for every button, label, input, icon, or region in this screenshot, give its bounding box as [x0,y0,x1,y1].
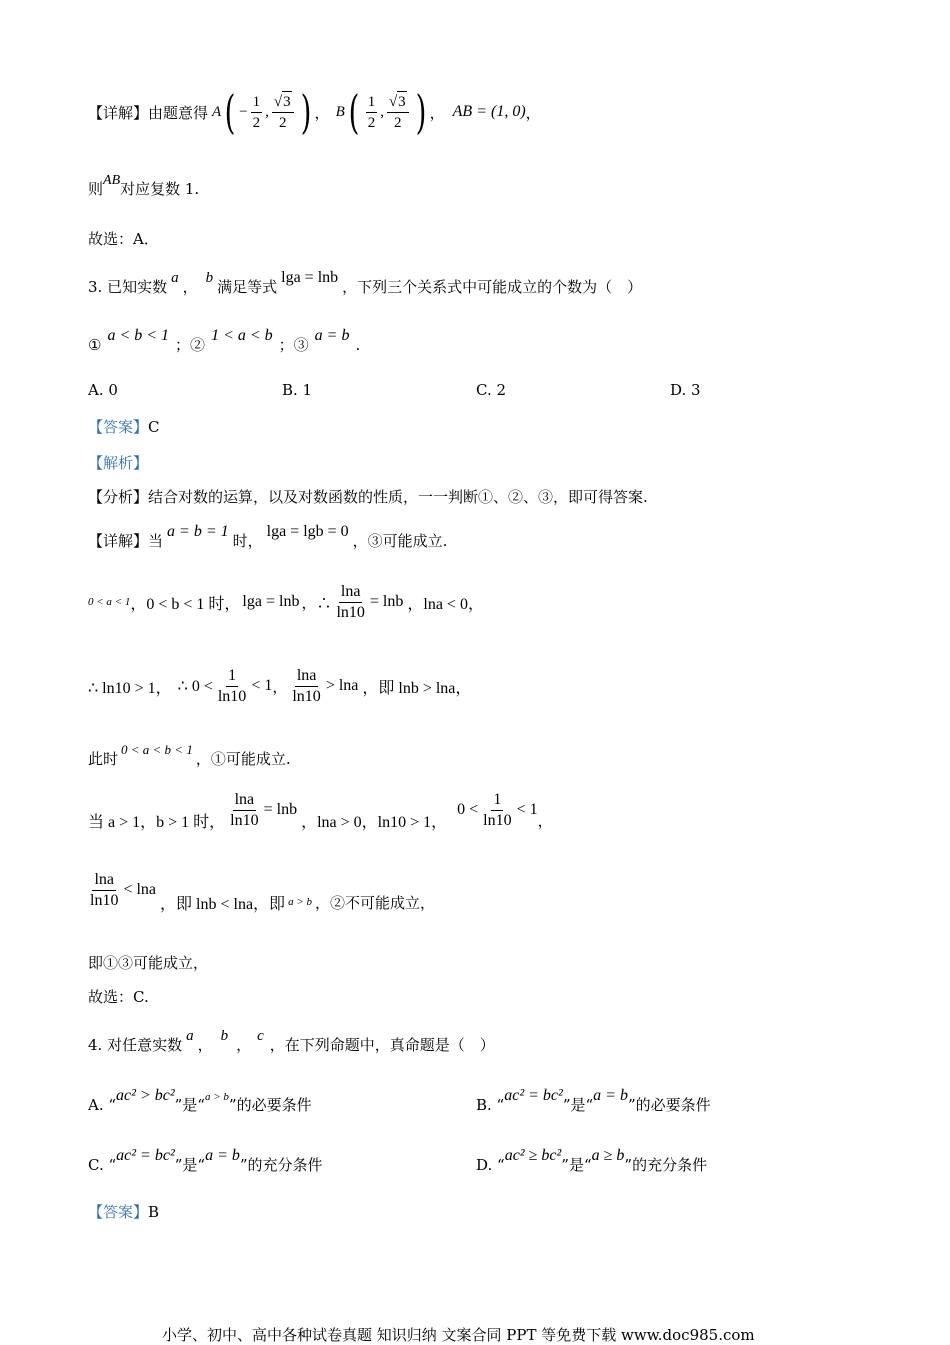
frac-lna-ln10 [334,582,366,623]
text: ”是“ [174,1096,205,1114]
question-number: 4. 对任意实数 [88,1036,183,1054]
answer-value: B [148,1203,160,1221]
sqrt-radicand: 3 [397,91,407,112]
frac-den: ln10 [292,687,321,705]
frac-den: 2 [367,114,376,131]
point-b: B [335,103,345,120]
sep: ， [525,103,541,122]
frac-num: 1 [251,92,263,113]
paren-left: ( [224,85,236,139]
statement: ∴ 0 < [177,678,213,695]
statement: 0 < [457,801,479,818]
expr: ac² = bc² [504,1087,563,1104]
text: 满足等式 [217,278,278,296]
text: ，下列三个关系式中可能成立的个数为（ ） [342,278,643,296]
condition-small: a > b [288,896,312,908]
statement: < 1 [251,677,273,694]
option-label: B. “ [476,1096,505,1114]
expr: ac² = bc² [116,1147,175,1164]
var-c: c [257,1028,264,1044]
frac-num: lna [339,582,363,603]
detail-line-1 [88,82,541,142]
frac-b-x [366,92,378,133]
equation: = lnb [369,593,404,610]
frac-1-ln10 [216,666,248,707]
answer-4 [88,1201,159,1222]
frac-lna-ln10 [228,790,260,831]
condition: 当 a > 1，b > 1 时， [88,813,226,831]
option-a[interactable]: A. 0 [88,381,118,399]
conclusion-line: 即①③可能成立， [88,954,209,972]
choice-c-line: 故选：C. [88,988,149,1006]
text: ，③可能成立. [352,532,448,550]
analysis-text: 【分析】结合对数的运算，以及对数函数的性质，一一判断①、②、③，即可得答案. [88,488,648,506]
case-2-line-2 [88,866,435,914]
expr: a = b [205,1147,240,1164]
q4-option-d[interactable] [476,1147,708,1175]
q4-option-b[interactable] [476,1087,711,1115]
circled-1: ① [88,336,102,354]
frac-den: ln10 [483,811,512,829]
statement: ，lna > 0，ln10 > 1， [301,813,448,831]
option-label: A. “ [88,1096,117,1114]
relation-1: a < b < 1 [107,327,170,344]
result: ，即 lnb > lna， [362,679,472,697]
frac-num: 1 [366,92,378,113]
sep: ， [429,103,445,122]
frac-num: lna [233,790,257,811]
frac-num: √3 [387,91,409,113]
frac-den: 2 [278,115,287,131]
option-c[interactable]: C. 2 [476,381,507,399]
expr: ac² ≥ bc² [504,1147,562,1164]
sqrt-radicand: 3 [282,91,292,112]
statement: > lna [325,677,359,694]
circled-3: ；③ [278,336,309,354]
choice-a-line: 故选：A． [88,230,159,248]
frac-den: 2 [252,114,261,131]
text: 则 [88,180,104,198]
paren-right: ) [415,85,427,139]
question-3-relations [88,327,361,355]
text: ，②不可能成立， [315,893,436,912]
frac-den: ln10 [336,603,365,621]
period: . [355,336,361,354]
sep: ， [314,103,330,122]
paren-left: ( [348,85,360,139]
expr: a > b [204,1091,229,1103]
option-d[interactable]: D. 3 [670,381,701,399]
frac-1-ln10 [481,790,513,831]
statement: ，即 lnb < lna，即 [160,895,286,913]
equation: lga = lgb = 0 [266,523,349,540]
answer-value: C [148,418,160,436]
condition: 0 < a < b < 1 [121,742,193,757]
sep: ， [272,677,288,696]
text: ”的必要条件 [627,1096,711,1114]
relation-2: 1 < a < b [211,327,273,344]
analysis-tag: 【解析】 [88,454,149,472]
text: ”的充分条件 [239,1156,323,1174]
vector-ab: AB [103,173,121,188]
text: ”的充分条件 [624,1156,708,1174]
expr: a = b [593,1087,628,1104]
minus-sign: − [239,103,248,120]
var-a: a [186,1028,194,1044]
circled-2: ；② [175,336,206,354]
text: 此时 [88,750,119,768]
answer-tag: 【答案】 [88,1203,149,1221]
question-3: 3. 已知实数 a ， b 满足等式lga = lnb，下列三个关系式中可能成立的个数为（ ） [88,269,643,296]
sep: ， [537,811,553,830]
paren-right: ) [300,85,311,139]
case-1-line-3 [88,742,291,769]
answer-3 [88,416,160,437]
text: ，①可能成立. [195,750,291,768]
var-b: b [220,1028,229,1044]
frac-a-y [272,91,294,133]
text: ”的必要条件 [228,1096,312,1114]
statement: ∴ ln10 > 1， [88,679,172,697]
question-number: 3. 已知实数 [88,278,168,296]
q4-option-c[interactable] [88,1147,323,1175]
frac-den: ln10 [217,687,247,705]
footer-link[interactable]: 小学、初中、高中各种试卷真题 知识归纳 文案合同 PPT 等免费下载 www.doc985.com [162,1326,755,1344]
case-2-line [88,784,553,836]
frac-b-y [387,91,409,133]
question-4: 4. 对任意实数 a ， b ， c ，在下列命题中，真命题是（ ） [88,1028,495,1054]
detail-line-2 [88,173,200,199]
statement: < 1 [516,801,538,818]
frac-lna-ln10 [88,870,120,911]
expr: ac² > bc² [116,1087,175,1104]
var-b: b [205,270,214,286]
frac-a-x [251,92,263,133]
condition: ，0 < b < 1 时， [130,595,241,613]
detail-label: 【详解】由题意得 [88,103,209,122]
option-label: C. “ [88,1156,117,1174]
expr: a ≥ b [591,1147,625,1164]
option-label: D. “ [476,1156,505,1174]
detail-case-equal [88,523,448,551]
frac-num: 1 [226,666,238,687]
answer-tag: 【答案】 [88,418,149,436]
point-a: A [212,103,222,120]
text: 【详解】当 [88,532,164,550]
condition-small: 0 < a < 1 [88,596,131,608]
frac-num: lna [295,666,319,687]
frac-lna-ln10 [290,666,322,707]
comma: , [380,103,384,120]
result: ，lna < 0， [407,595,484,613]
var-a: a [171,270,179,286]
frac-num: √3 [272,91,294,113]
statement: < lna [123,881,157,898]
equation: lga = lnb [242,593,300,610]
text: ”是“ [562,1096,594,1114]
text: 时， [232,532,263,550]
text: ，在下列命题中，真命题是（ ） [269,1036,495,1054]
case-1-line-2 [88,662,471,710]
vector-ab-eq: AB = (1, 0) [452,103,526,120]
equation: = lnb [263,801,298,818]
therefore: ，∴ [301,593,332,612]
equation: lga = lnb [281,269,339,286]
relation-3: a = b [314,327,350,344]
text: ”是“ [561,1156,592,1174]
text: ”是“ [174,1156,206,1174]
option-b[interactable]: B. 1 [282,381,313,399]
q4-option-a[interactable] [88,1087,312,1115]
frac-den: ln10 [90,891,119,909]
frac-den: ln10 [230,811,259,829]
frac-num: 1 [491,790,503,811]
text: 对应复数 1. [120,180,200,198]
frac-num: lna [92,870,116,891]
frac-den: 2 [394,115,402,131]
case-1-line [88,578,484,626]
comma: , [265,103,269,120]
condition: a = b = 1 [167,523,229,540]
